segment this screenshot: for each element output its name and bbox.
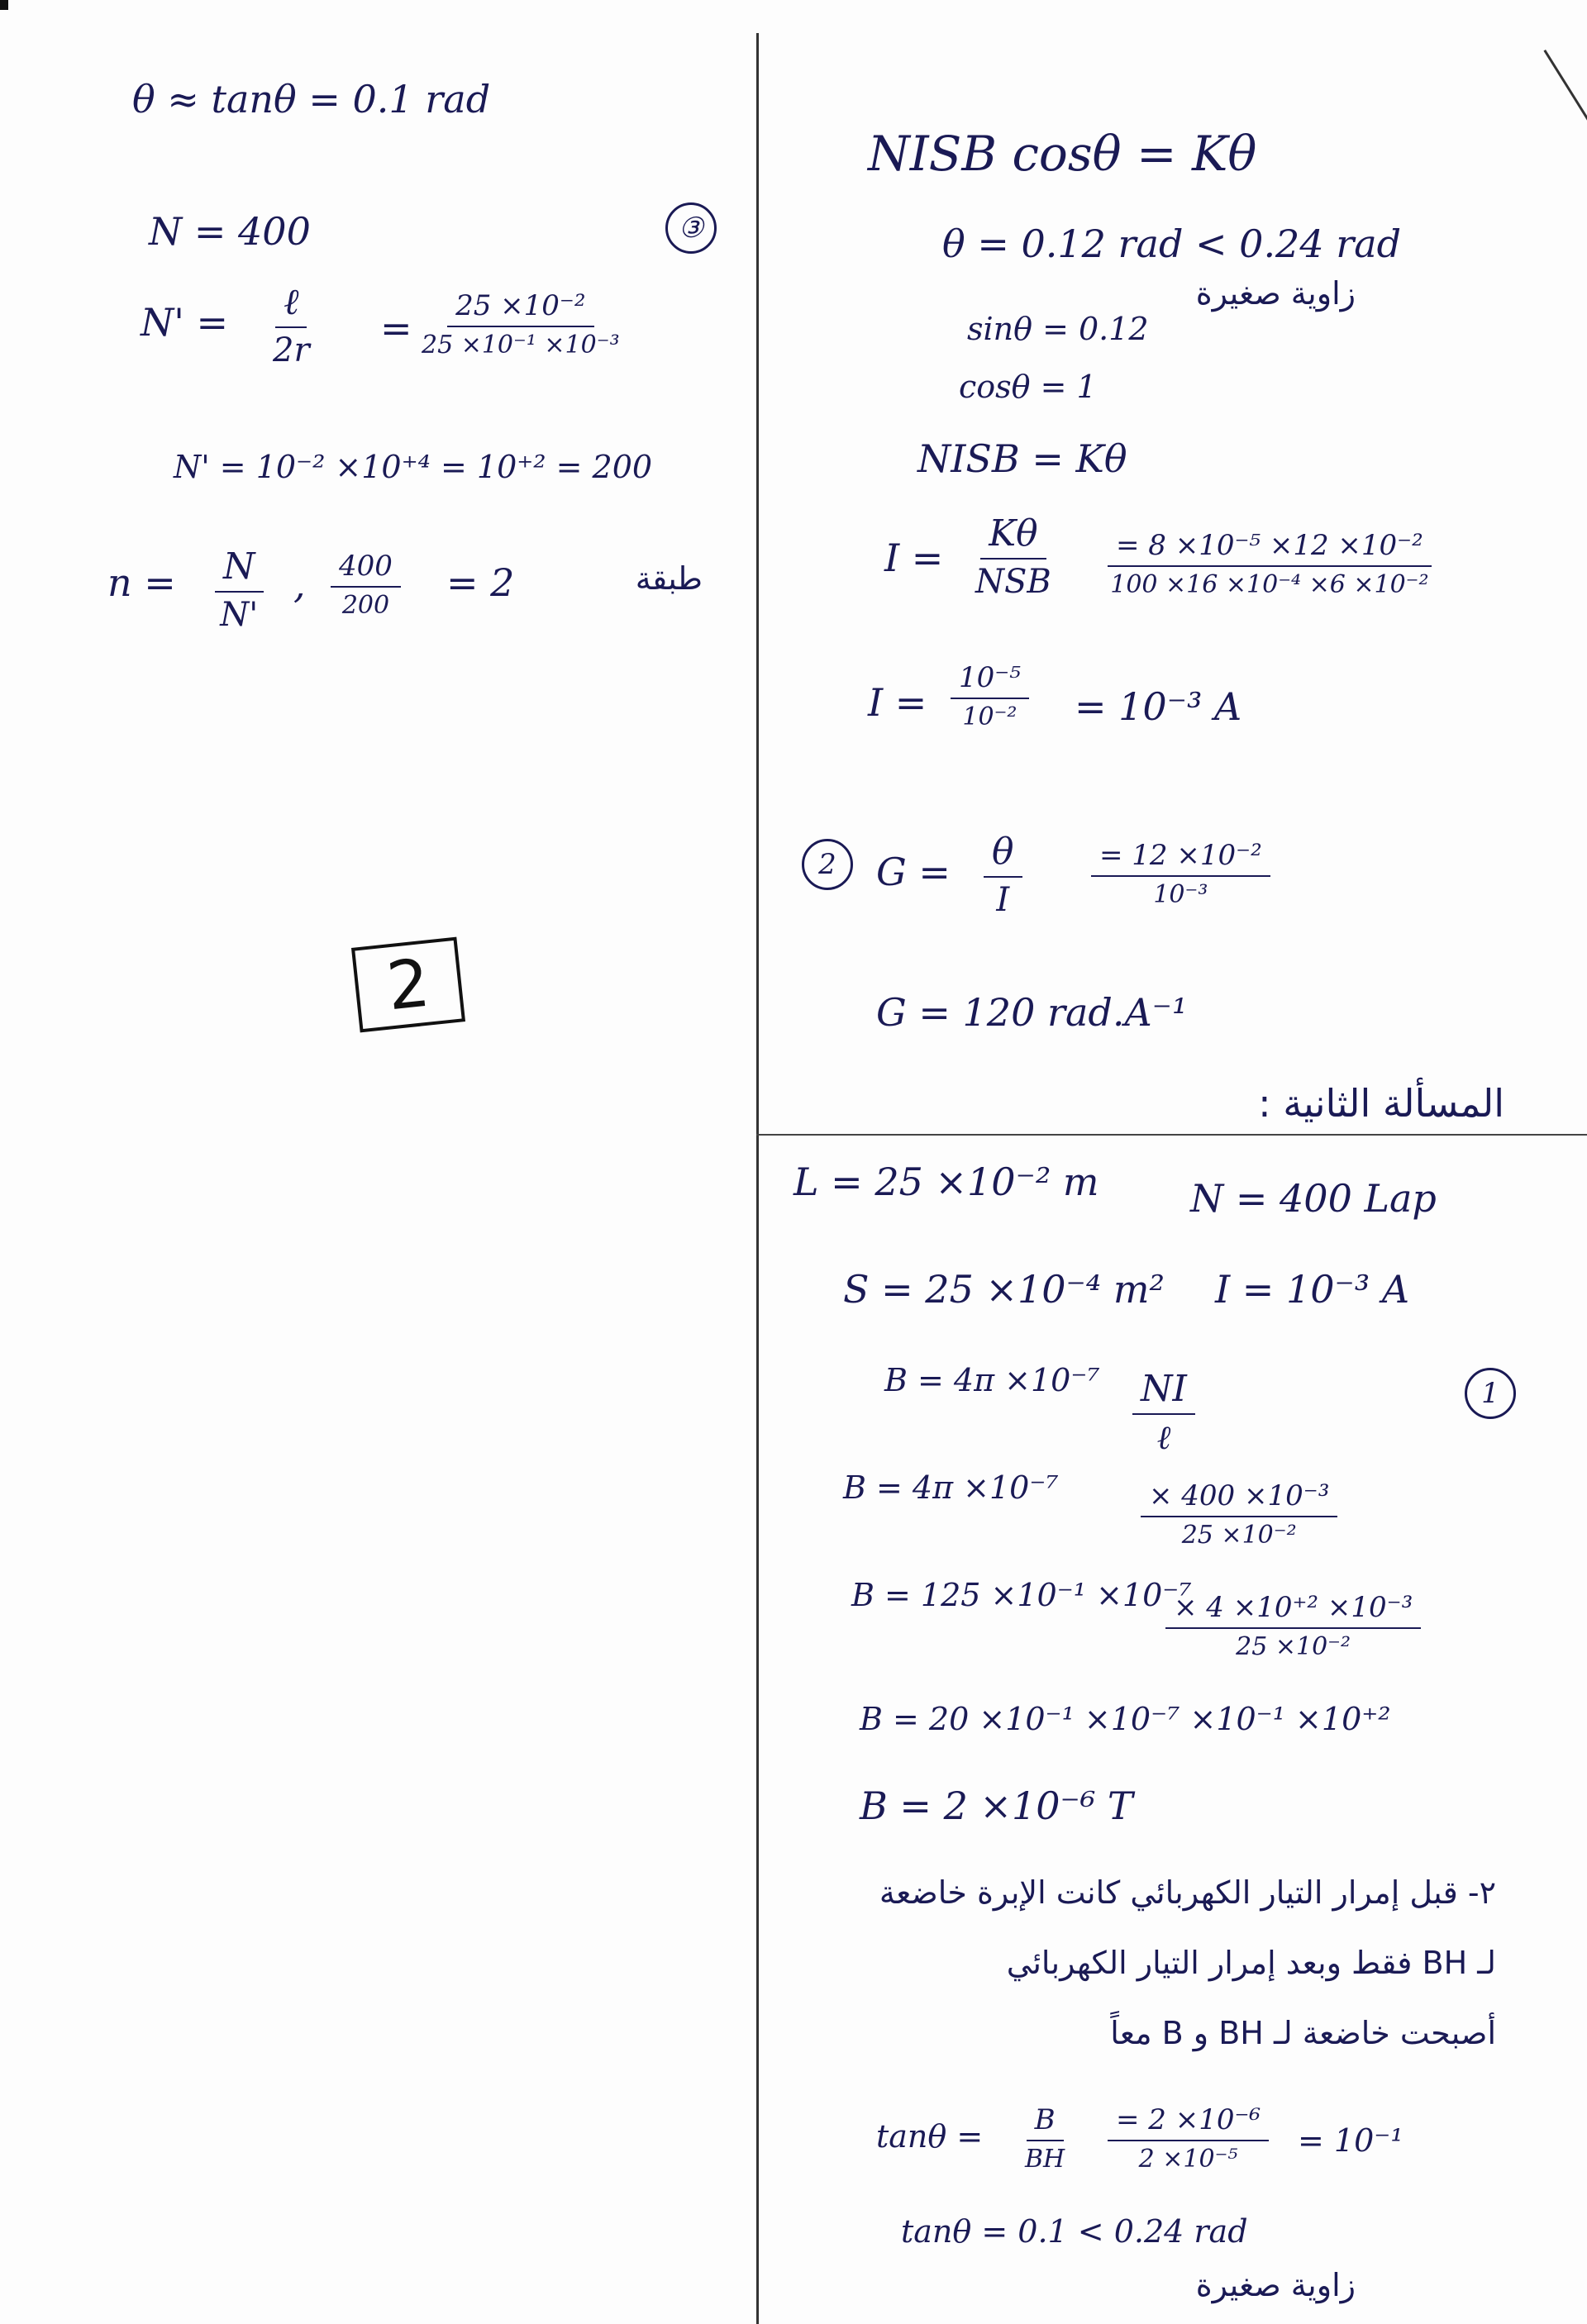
n-prime-fraction-2: $\frac{\text{25 ×10⁻²}}{\text{25 ×10⁻¹ ×10⁻³}}$ xyxy=(422,289,620,360)
column-divider xyxy=(756,33,759,2324)
equals-sign: = xyxy=(380,306,412,350)
left-column xyxy=(107,0,736,2324)
field-formula-label: B = 4π ×10⁻⁷ xyxy=(884,1362,1100,1398)
n-fraction-1: $\frac{N}{N'}$ xyxy=(215,545,264,634)
tan-comparison: tanθ = 0.1 < 0.24 rad xyxy=(901,2213,1248,2250)
sensitivity-fraction-1: $\frac{\theta}{I}$ xyxy=(984,831,1022,919)
current-fraction-1: Kθ NSB xyxy=(975,512,1051,601)
area-value: S = 25 ×10⁻⁴ m² xyxy=(843,1267,1165,1312)
explanation-line-2: لـ BH فقط وبعد إمرار التيار الكهربائي xyxy=(1006,1945,1496,1981)
sensitivity-result: G = 120 rad.A⁻¹ xyxy=(876,990,1188,1035)
tan-label: tanθ = xyxy=(876,2118,984,2155)
explanation-line-1: ٢- قبل إمرار التيار الكهربائي كانت الإبرة خاضعة xyxy=(879,1874,1496,1911)
comma: , xyxy=(293,562,306,607)
n-label: n = xyxy=(107,560,176,605)
length-value: L = 25 ×10⁻² m xyxy=(794,1160,1099,1204)
turns-value: N = 400 Lap xyxy=(1190,1176,1437,1221)
theta-approximation: θ ≈ tanθ = 0.1 rad xyxy=(132,77,491,121)
current-simplified-fraction: $\frac{\text{10⁻⁵}}{\text{10⁻²}}$ xyxy=(951,661,1029,731)
n-result-word: طبقة xyxy=(635,560,703,597)
small-angle-note-2: زاوية صغيرة xyxy=(1195,2267,1356,2303)
sensitivity-fraction-2: $\frac{\text{= 12 ×10⁻²}}{\text{10⁻³}}$ xyxy=(1091,839,1270,909)
explanation-line-3: أصبحت خاضعة لـ BH و B معاً xyxy=(1110,2015,1496,2051)
field-substitution-fraction: $\frac{\text{× 400 ×10⁻³}}{\text{25 ×10⁻²}}$ xyxy=(1141,1479,1337,1550)
boxed-page-number: 2 xyxy=(351,937,465,1033)
field-calculation-label: B = 125 ×10⁻¹ ×10⁻⁷ xyxy=(851,1577,1192,1613)
small-angle-note: زاوية صغيرة xyxy=(1195,275,1356,312)
field-substitution-label: B = 4π ×10⁻⁷ xyxy=(843,1469,1059,1506)
field-result: B = 2 ×10⁻⁶ T xyxy=(860,1783,1133,1828)
question-2-marker: 2 xyxy=(802,839,853,890)
n-prime-result: N' = 10⁻² ×10⁺⁴ = 10⁺² = 200 xyxy=(174,449,653,485)
tan-result: = 10⁻¹ xyxy=(1298,2122,1404,2159)
tan-fraction-1: $\frac{B}{BH}$ xyxy=(1025,2103,1065,2174)
field-calculation-fraction: $\frac{\text{× 4 ×10⁺² ×10⁻³}}{\text{25 ×10⁻²}}$ xyxy=(1165,1591,1421,1661)
corner-mark xyxy=(0,0,8,10)
n-prime-fraction-1: ℓ 2r xyxy=(273,281,310,369)
right-column xyxy=(794,0,1562,2324)
n-fraction-2: $\frac{400}{200}$ xyxy=(331,550,401,620)
simplified-equation: NISB = Kθ xyxy=(917,436,1127,481)
current-value: I = 10⁻³ A xyxy=(1215,1267,1410,1312)
cos-value: cosθ = 1 xyxy=(959,369,1097,405)
n-prime-label: N' = xyxy=(141,300,229,345)
field-formula-fraction: NI ℓ xyxy=(1132,1368,1195,1457)
n-value: N = 400 xyxy=(149,209,311,254)
theta-comparison: θ = 0.12 rad < 0.24 rad xyxy=(942,221,1402,266)
question-1-marker: 1 xyxy=(1465,1368,1516,1419)
field-step: B = 20 ×10⁻¹ ×10⁻⁷ ×10⁻¹ ×10⁺² xyxy=(860,1701,1391,1737)
sin-value: sinθ = 0.12 xyxy=(967,311,1149,347)
current-result: = 10⁻³ A xyxy=(1075,684,1242,729)
section-marker: ③ xyxy=(665,202,717,254)
equilibrium-equation: NISB cosθ = Kθ xyxy=(868,126,1257,182)
current-label: I = xyxy=(884,536,944,580)
problem-2-title: المسألة الثانية : xyxy=(1258,1081,1504,1126)
current-fraction-2: $\frac{\text{= 8 ×10⁻⁵ ×12 ×10⁻²}}{\text{100 ×16 ×10⁻⁴ ×6 ×10⁻²}}$ xyxy=(1108,529,1432,599)
sensitivity-label: G = xyxy=(876,850,951,894)
tan-fraction-2: $\frac{\text{= 2 ×10⁻⁶}}{\text{2 ×10⁻⁵}}$ xyxy=(1108,2103,1269,2174)
current-simplified-label: I = xyxy=(868,680,927,725)
n-result: = 2 xyxy=(446,560,515,605)
